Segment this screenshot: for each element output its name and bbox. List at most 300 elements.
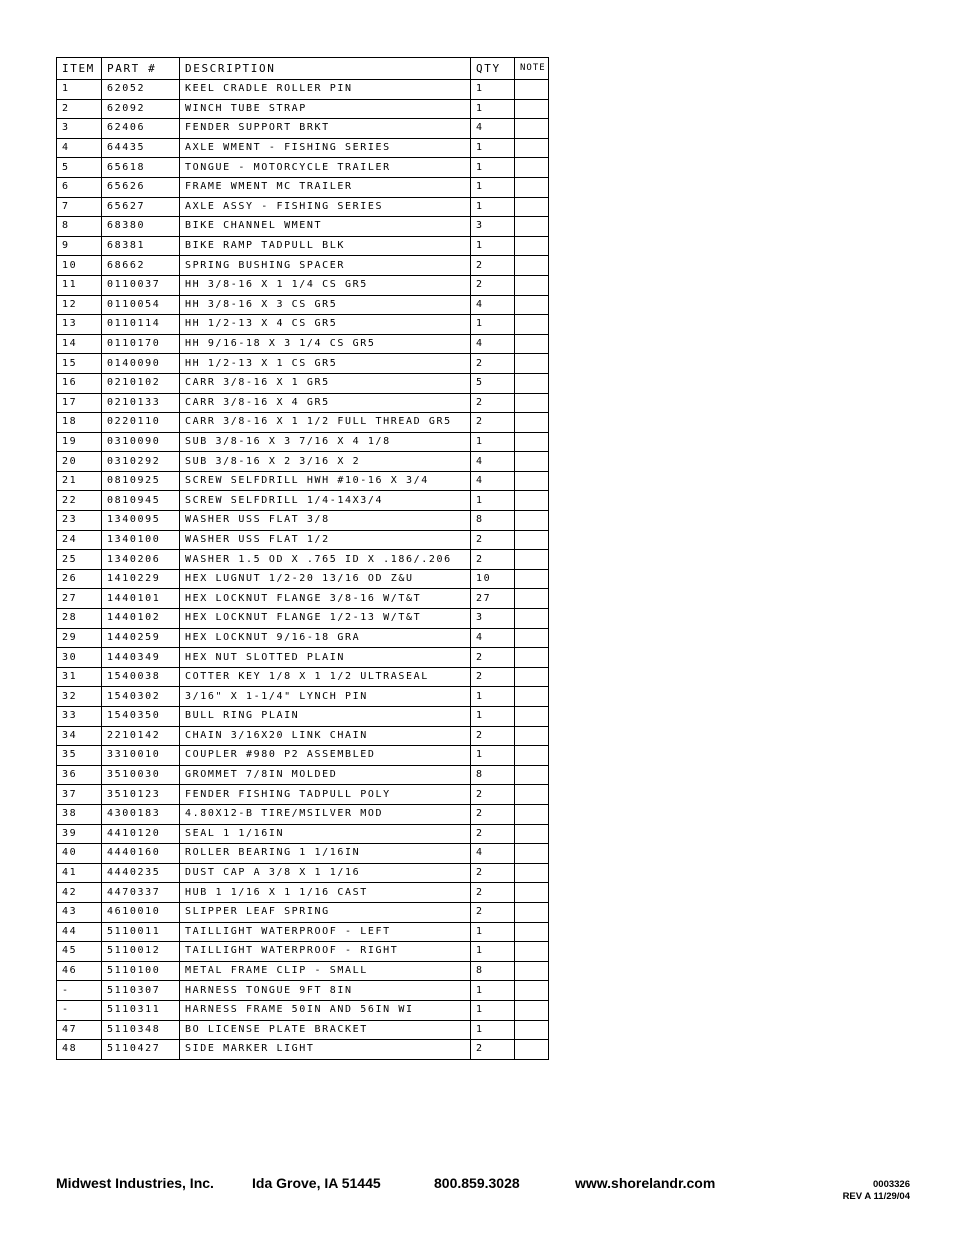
cell-qty: 2 xyxy=(471,275,515,295)
cell-item: 34 xyxy=(57,726,102,746)
cell-item: 32 xyxy=(57,687,102,707)
cell-qty: 1 xyxy=(471,981,515,1001)
cell-description: SUB 3/8-16 X 2 3/16 X 2 xyxy=(180,452,471,472)
cell-item: 3 xyxy=(57,119,102,139)
table-row xyxy=(57,354,549,374)
cell-qty: 4 xyxy=(471,334,515,354)
cell-note xyxy=(515,393,549,413)
cell-part-number: 1440101 xyxy=(102,589,180,609)
cell-note xyxy=(515,1000,549,1020)
cell-part-number: 0810925 xyxy=(102,471,180,491)
cell-qty: 4 xyxy=(471,844,515,864)
cell-note xyxy=(515,961,549,981)
cell-description: ROLLER BEARING 1 1/16IN xyxy=(180,844,471,864)
cell-part-number: 0110114 xyxy=(102,315,180,335)
cell-qty: 4 xyxy=(471,452,515,472)
cell-description: 3/16" X 1-1/4" LYNCH PIN xyxy=(180,687,471,707)
cell-part-number: 3310010 xyxy=(102,746,180,766)
cell-qty: 2 xyxy=(471,354,515,374)
cell-item: 27 xyxy=(57,589,102,609)
cell-part-number: 0310292 xyxy=(102,452,180,472)
cell-note xyxy=(515,765,549,785)
cell-part-number: 0310090 xyxy=(102,432,180,452)
cell-description: TAILLIGHT WATERPROOF - LEFT xyxy=(180,922,471,942)
cell-part-number: 0810945 xyxy=(102,491,180,511)
cell-part-number: 5110012 xyxy=(102,942,180,962)
table-row xyxy=(57,844,549,864)
cell-note xyxy=(515,471,549,491)
cell-item: 12 xyxy=(57,295,102,315)
cell-qty: 8 xyxy=(471,511,515,531)
cell-note xyxy=(515,491,549,511)
cell-part-number: 5110427 xyxy=(102,1040,180,1060)
cell-note xyxy=(515,432,549,452)
cell-qty: 1 xyxy=(471,1000,515,1020)
cell-description: HUB 1 1/16 X 1 1/16 CAST xyxy=(180,883,471,903)
cell-qty: 1 xyxy=(471,99,515,119)
cell-qty: 1 xyxy=(471,707,515,727)
cell-note xyxy=(515,119,549,139)
cell-item: 46 xyxy=(57,961,102,981)
cell-item: 20 xyxy=(57,452,102,472)
cell-note xyxy=(515,746,549,766)
cell-item: 39 xyxy=(57,824,102,844)
cell-item: - xyxy=(57,1000,102,1020)
table-row xyxy=(57,1040,549,1060)
table-row xyxy=(57,432,549,452)
footer-doc-number: 0003326 xyxy=(873,1179,910,1190)
table-row xyxy=(57,667,549,687)
cell-description: SEAL 1 1/16IN xyxy=(180,824,471,844)
cell-item: 48 xyxy=(57,1040,102,1060)
cell-note xyxy=(515,413,549,433)
cell-description: TAILLIGHT WATERPROOF - RIGHT xyxy=(180,942,471,962)
cell-part-number: 0210102 xyxy=(102,373,180,393)
footer-website[interactable]: www.shorelandr.com xyxy=(575,1175,716,1191)
table-header-row xyxy=(57,58,549,80)
table-row xyxy=(57,628,549,648)
cell-description: WASHER USS FLAT 3/8 xyxy=(180,511,471,531)
cell-part-number: 1440102 xyxy=(102,609,180,629)
cell-note xyxy=(515,942,549,962)
cell-note xyxy=(515,687,549,707)
table-row xyxy=(57,491,549,511)
cell-qty: 2 xyxy=(471,413,515,433)
header-note: NOTE xyxy=(515,58,549,80)
cell-qty: 2 xyxy=(471,667,515,687)
cell-description: HH 3/8-16 X 1 1/4 CS GR5 xyxy=(180,275,471,295)
cell-description: BIKE CHANNEL WMENT xyxy=(180,217,471,237)
cell-item: 15 xyxy=(57,354,102,374)
cell-part-number: 4440160 xyxy=(102,844,180,864)
cell-part-number: 2210142 xyxy=(102,726,180,746)
table-row xyxy=(57,804,549,824)
cell-description: HEX LOCKNUT 9/16-18 GRA xyxy=(180,628,471,648)
table-row xyxy=(57,1000,549,1020)
cell-note xyxy=(515,315,549,335)
cell-qty: 2 xyxy=(471,256,515,276)
cell-item: 5 xyxy=(57,158,102,178)
cell-note xyxy=(515,785,549,805)
table-row xyxy=(57,569,549,589)
cell-qty: 4 xyxy=(471,295,515,315)
cell-note xyxy=(515,373,549,393)
cell-note xyxy=(515,863,549,883)
cell-description: SLIPPER LEAF SPRING xyxy=(180,902,471,922)
cell-item: 11 xyxy=(57,275,102,295)
cell-note xyxy=(515,589,549,609)
cell-item: 37 xyxy=(57,785,102,805)
cell-part-number: 3510030 xyxy=(102,765,180,785)
cell-part-number: 62052 xyxy=(102,80,180,100)
cell-qty: 1 xyxy=(471,315,515,335)
cell-qty: 8 xyxy=(471,765,515,785)
cell-item: 38 xyxy=(57,804,102,824)
cell-qty: 2 xyxy=(471,785,515,805)
table-row xyxy=(57,530,549,550)
cell-part-number: 68381 xyxy=(102,236,180,256)
cell-note xyxy=(515,667,549,687)
table-row xyxy=(57,687,549,707)
cell-qty: 1 xyxy=(471,746,515,766)
cell-note xyxy=(515,197,549,217)
cell-description: HH 3/8-16 X 3 CS GR5 xyxy=(180,295,471,315)
cell-description: HARNESS FRAME 50IN AND 56IN WI xyxy=(180,1000,471,1020)
cell-part-number: 4440235 xyxy=(102,863,180,883)
cell-item: 19 xyxy=(57,432,102,452)
cell-note xyxy=(515,550,549,570)
cell-description: FENDER SUPPORT BRKT xyxy=(180,119,471,139)
header-part-number: PART # xyxy=(102,58,180,80)
cell-qty: 1 xyxy=(471,491,515,511)
cell-item: 6 xyxy=(57,177,102,197)
table-row xyxy=(57,1020,549,1040)
table-row xyxy=(57,452,549,472)
cell-qty: 4 xyxy=(471,471,515,491)
cell-description: HH 1/2-13 X 1 CS GR5 xyxy=(180,354,471,374)
cell-item: 2 xyxy=(57,99,102,119)
parts-list-table xyxy=(56,57,549,1060)
cell-description: HEX LOCKNUT FLANGE 1/2-13 W/T&T xyxy=(180,609,471,629)
cell-part-number: 1340206 xyxy=(102,550,180,570)
cell-description: TONGUE - MOTORCYCLE TRAILER xyxy=(180,158,471,178)
cell-note xyxy=(515,354,549,374)
cell-description: HARNESS TONGUE 9FT 8IN xyxy=(180,981,471,1001)
cell-item: 1 xyxy=(57,80,102,100)
table-row xyxy=(57,824,549,844)
cell-part-number: 1540038 xyxy=(102,667,180,687)
cell-description: AXLE WMENT - FISHING SERIES xyxy=(180,138,471,158)
cell-part-number: 4610010 xyxy=(102,902,180,922)
cell-part-number: 0110170 xyxy=(102,334,180,354)
table-row xyxy=(57,902,549,922)
cell-qty: 1 xyxy=(471,942,515,962)
table-row xyxy=(57,648,549,668)
cell-note xyxy=(515,922,549,942)
table-row xyxy=(57,275,549,295)
cell-description: SIDE MARKER LIGHT xyxy=(180,1040,471,1060)
cell-item: 4 xyxy=(57,138,102,158)
cell-part-number: 1540302 xyxy=(102,687,180,707)
cell-item: 47 xyxy=(57,1020,102,1040)
cell-item: 17 xyxy=(57,393,102,413)
table-row xyxy=(57,256,549,276)
cell-description: HEX LUGNUT 1/2-20 13/16 OD Z&U xyxy=(180,569,471,589)
cell-note xyxy=(515,275,549,295)
cell-part-number: 1440259 xyxy=(102,628,180,648)
table-row xyxy=(57,785,549,805)
cell-description: CARR 3/8-16 X 1 1/2 FULL THREAD GR5 xyxy=(180,413,471,433)
cell-qty: 1 xyxy=(471,158,515,178)
table-row xyxy=(57,609,549,629)
table-row xyxy=(57,589,549,609)
cell-part-number: 62092 xyxy=(102,99,180,119)
table-row xyxy=(57,158,549,178)
cell-description: METAL FRAME CLIP - SMALL xyxy=(180,961,471,981)
cell-item: 21 xyxy=(57,471,102,491)
table-row xyxy=(57,373,549,393)
table-row xyxy=(57,138,549,158)
cell-note xyxy=(515,707,549,727)
cell-note xyxy=(515,883,549,903)
cell-item: 9 xyxy=(57,236,102,256)
table-row xyxy=(57,863,549,883)
cell-description: AXLE ASSY - FISHING SERIES xyxy=(180,197,471,217)
footer-phone: 800.859.3028 xyxy=(434,1175,520,1191)
table-row xyxy=(57,177,549,197)
cell-description: COUPLER #980 P2 ASSEMBLED xyxy=(180,746,471,766)
cell-note xyxy=(515,236,549,256)
cell-note xyxy=(515,217,549,237)
cell-qty: 4 xyxy=(471,119,515,139)
cell-qty: 2 xyxy=(471,883,515,903)
cell-item: 24 xyxy=(57,530,102,550)
cell-item: 29 xyxy=(57,628,102,648)
cell-item: 14 xyxy=(57,334,102,354)
cell-qty: 3 xyxy=(471,609,515,629)
cell-note xyxy=(515,256,549,276)
table-row xyxy=(57,334,549,354)
cell-item: 13 xyxy=(57,315,102,335)
table-row xyxy=(57,726,549,746)
cell-description: HEX NUT SLOTTED PLAIN xyxy=(180,648,471,668)
cell-part-number: 0210133 xyxy=(102,393,180,413)
cell-part-number: 1540350 xyxy=(102,707,180,727)
cell-qty: 2 xyxy=(471,824,515,844)
cell-note xyxy=(515,177,549,197)
cell-qty: 1 xyxy=(471,432,515,452)
table-row xyxy=(57,119,549,139)
table-row xyxy=(57,883,549,903)
cell-item: 36 xyxy=(57,765,102,785)
cell-qty: 1 xyxy=(471,1020,515,1040)
cell-qty: 27 xyxy=(471,589,515,609)
cell-item: 30 xyxy=(57,648,102,668)
table-body xyxy=(57,80,549,1060)
cell-description: HH 1/2-13 X 4 CS GR5 xyxy=(180,315,471,335)
cell-part-number: 62406 xyxy=(102,119,180,139)
cell-part-number: 0110037 xyxy=(102,275,180,295)
table-row xyxy=(57,197,549,217)
cell-qty: 2 xyxy=(471,902,515,922)
cell-part-number: 65618 xyxy=(102,158,180,178)
cell-note xyxy=(515,452,549,472)
cell-item: 22 xyxy=(57,491,102,511)
cell-qty: 1 xyxy=(471,197,515,217)
cell-qty: 1 xyxy=(471,80,515,100)
cell-note xyxy=(515,726,549,746)
table-row xyxy=(57,217,549,237)
cell-description: WASHER 1.5 OD X .765 ID X .186/.206 xyxy=(180,550,471,570)
cell-part-number: 4300183 xyxy=(102,804,180,824)
table-row xyxy=(57,746,549,766)
cell-description: GROMMET 7/8IN MOLDED xyxy=(180,765,471,785)
table-row xyxy=(57,961,549,981)
cell-item: 8 xyxy=(57,217,102,237)
cell-note xyxy=(515,981,549,1001)
header-item: ITEM xyxy=(57,58,102,80)
cell-item: 43 xyxy=(57,902,102,922)
cell-description: CHAIN 3/16X20 LINK CHAIN xyxy=(180,726,471,746)
cell-note xyxy=(515,1040,549,1060)
cell-description: BO LICENSE PLATE BRACKET xyxy=(180,1020,471,1040)
cell-part-number: 5110311 xyxy=(102,1000,180,1020)
footer-location: Ida Grove, IA 51445 xyxy=(252,1175,381,1191)
cell-note xyxy=(515,648,549,668)
cell-description: SCREW SELFDRILL 1/4-14X3/4 xyxy=(180,491,471,511)
cell-description: SUB 3/8-16 X 3 7/16 X 4 1/8 xyxy=(180,432,471,452)
cell-part-number: 0220110 xyxy=(102,413,180,433)
cell-qty: 3 xyxy=(471,217,515,237)
cell-qty: 2 xyxy=(471,1040,515,1060)
cell-description: BULL RING PLAIN xyxy=(180,707,471,727)
cell-description: SCREW SELFDRILL HWH #10-16 X 3/4 xyxy=(180,471,471,491)
cell-description: CARR 3/8-16 X 4 GR5 xyxy=(180,393,471,413)
cell-qty: 5 xyxy=(471,373,515,393)
table-row xyxy=(57,922,549,942)
cell-part-number: 65627 xyxy=(102,197,180,217)
cell-note xyxy=(515,295,549,315)
cell-description: HEX LOCKNUT FLANGE 3/8-16 W/T&T xyxy=(180,589,471,609)
cell-part-number: 1410229 xyxy=(102,569,180,589)
cell-note xyxy=(515,1020,549,1040)
cell-item: 25 xyxy=(57,550,102,570)
cell-description: WINCH TUBE STRAP xyxy=(180,99,471,119)
cell-qty: 1 xyxy=(471,177,515,197)
table-row xyxy=(57,981,549,1001)
cell-qty: 8 xyxy=(471,961,515,981)
cell-item: 44 xyxy=(57,922,102,942)
cell-part-number: 65626 xyxy=(102,177,180,197)
cell-part-number: 4470337 xyxy=(102,883,180,903)
table-row xyxy=(57,511,549,531)
cell-description: SPRING BUSHING SPACER xyxy=(180,256,471,276)
cell-part-number: 68662 xyxy=(102,256,180,276)
cell-qty: 2 xyxy=(471,550,515,570)
cell-note xyxy=(515,138,549,158)
cell-description: FENDER FISHING TADPULL POLY xyxy=(180,785,471,805)
footer-company: Midwest Industries, Inc. xyxy=(56,1175,214,1191)
cell-qty: 2 xyxy=(471,530,515,550)
cell-part-number: 68380 xyxy=(102,217,180,237)
cell-description: BIKE RAMP TADPULL BLK xyxy=(180,236,471,256)
cell-description: KEEL CRADLE ROLLER PIN xyxy=(180,80,471,100)
cell-part-number: 1340095 xyxy=(102,511,180,531)
cell-note xyxy=(515,824,549,844)
cell-qty: 1 xyxy=(471,922,515,942)
cell-item: 23 xyxy=(57,511,102,531)
cell-part-number: 5110348 xyxy=(102,1020,180,1040)
cell-part-number: 0110054 xyxy=(102,295,180,315)
cell-note xyxy=(515,609,549,629)
cell-description: 4.80X12-B TIRE/MSILVER MOD xyxy=(180,804,471,824)
cell-note xyxy=(515,569,549,589)
cell-description: COTTER KEY 1/8 X 1 1/2 ULTRASEAL xyxy=(180,667,471,687)
table-row xyxy=(57,295,549,315)
cell-qty: 10 xyxy=(471,569,515,589)
footer-revision: REV A 11/29/04 xyxy=(842,1191,910,1202)
cell-item: 35 xyxy=(57,746,102,766)
table-row xyxy=(57,99,549,119)
table-row xyxy=(57,393,549,413)
cell-qty: 1 xyxy=(471,236,515,256)
cell-part-number: 1440349 xyxy=(102,648,180,668)
table-row xyxy=(57,765,549,785)
table-row xyxy=(57,236,549,256)
cell-note xyxy=(515,511,549,531)
table-row xyxy=(57,315,549,335)
cell-description: WASHER USS FLAT 1/2 xyxy=(180,530,471,550)
cell-item: - xyxy=(57,981,102,1001)
cell-note xyxy=(515,628,549,648)
cell-note xyxy=(515,334,549,354)
table-row xyxy=(57,471,549,491)
table-row xyxy=(57,707,549,727)
cell-description: DUST CAP A 3/8 X 1 1/16 xyxy=(180,863,471,883)
cell-note xyxy=(515,530,549,550)
cell-item: 18 xyxy=(57,413,102,433)
cell-description: CARR 3/8-16 X 1 GR5 xyxy=(180,373,471,393)
cell-item: 45 xyxy=(57,942,102,962)
cell-description: FRAME WMENT MC TRAILER xyxy=(180,177,471,197)
cell-note xyxy=(515,902,549,922)
cell-qty: 2 xyxy=(471,726,515,746)
cell-item: 16 xyxy=(57,373,102,393)
cell-item: 40 xyxy=(57,844,102,864)
cell-qty: 1 xyxy=(471,138,515,158)
cell-item: 28 xyxy=(57,609,102,629)
cell-item: 42 xyxy=(57,883,102,903)
cell-note xyxy=(515,99,549,119)
cell-description: HH 9/16-18 X 3 1/4 CS GR5 xyxy=(180,334,471,354)
cell-note xyxy=(515,804,549,824)
cell-part-number: 4410120 xyxy=(102,824,180,844)
table-row xyxy=(57,413,549,433)
cell-note xyxy=(515,80,549,100)
cell-qty: 2 xyxy=(471,804,515,824)
table-row xyxy=(57,80,549,100)
cell-item: 10 xyxy=(57,256,102,276)
cell-part-number: 5110100 xyxy=(102,961,180,981)
cell-qty: 2 xyxy=(471,863,515,883)
cell-note xyxy=(515,844,549,864)
cell-part-number: 64435 xyxy=(102,138,180,158)
cell-qty: 2 xyxy=(471,648,515,668)
cell-item: 31 xyxy=(57,667,102,687)
table-row xyxy=(57,550,549,570)
cell-qty: 2 xyxy=(471,393,515,413)
cell-part-number: 0140090 xyxy=(102,354,180,374)
